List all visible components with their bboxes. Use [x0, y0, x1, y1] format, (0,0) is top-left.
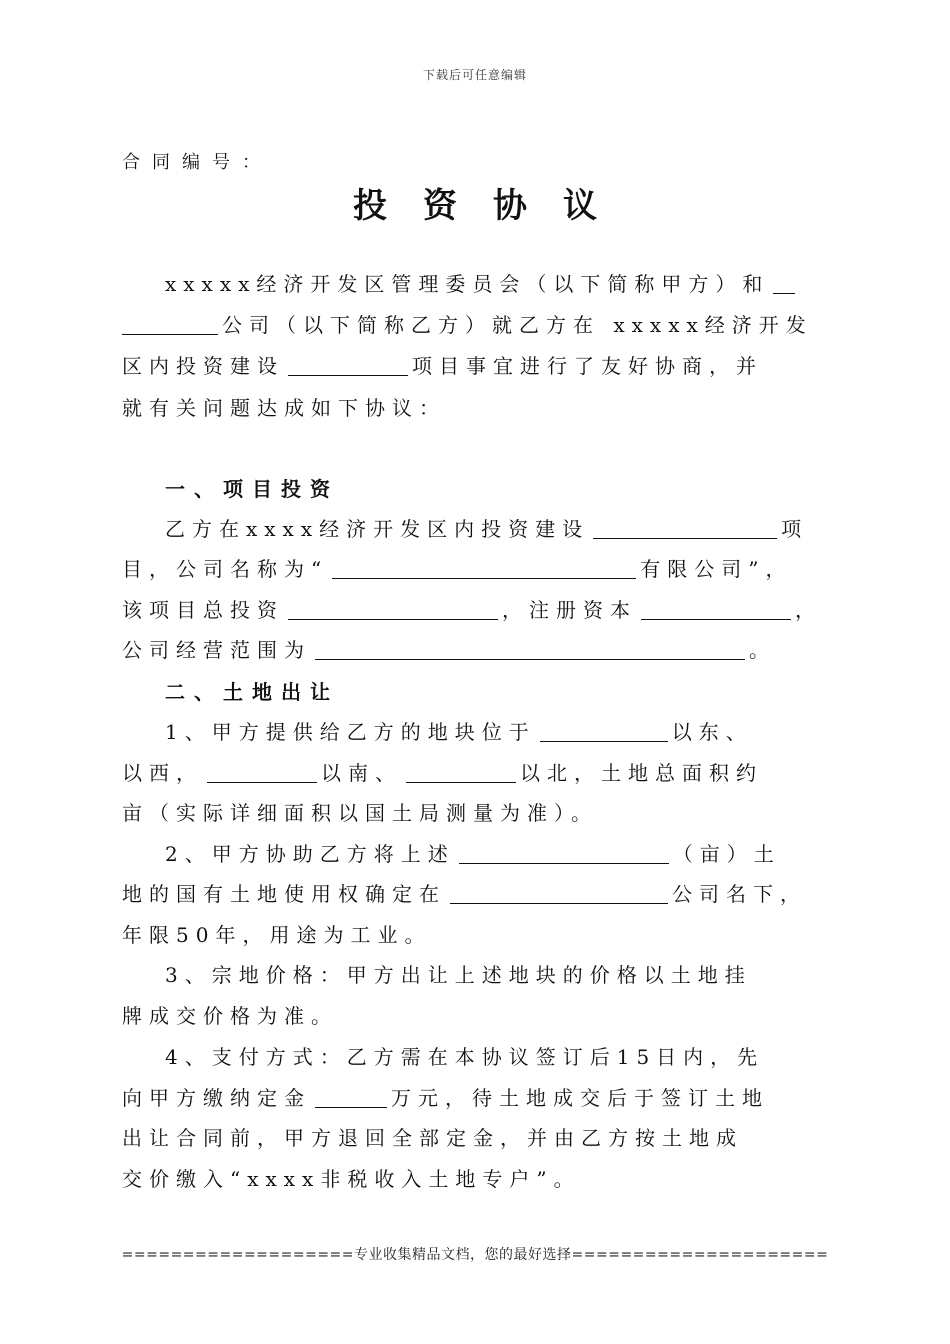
land-area-blank — [459, 843, 669, 864]
business-scope-blank — [315, 639, 745, 660]
sec2-p3-line-1: 3、宗地价格：甲方出让上述地块的价格以土地挂 — [165, 963, 752, 987]
sec1-line-4: 公司经营范围为 。 — [122, 638, 776, 662]
south-boundary-blank — [207, 762, 317, 783]
registered-capital-blank — [641, 599, 791, 620]
total-investment-blank — [288, 599, 498, 620]
contract-number-label: 合同编号： — [122, 152, 272, 173]
intro-line-3: 区内投资建设 项目事宜进行了友好协商，并 — [122, 354, 763, 378]
east-boundary-blank — [540, 721, 668, 742]
sec1-line-3: 该项目总投资 ，注册资本 ， — [122, 598, 822, 622]
company-full-name-blank — [332, 558, 636, 579]
company-name-blank — [122, 314, 218, 335]
intro-line-1: xxxxx经济开发区管理委员会（以下简称甲方）和 — [165, 268, 799, 297]
section-2-heading: 二、土地出让 — [165, 680, 339, 704]
north-boundary-blank — [406, 762, 516, 783]
section-1-heading: 一、项目投资 — [165, 477, 339, 501]
sec2-p2-line-3: 年限50年，用途为工业。 — [122, 923, 432, 947]
header-note: 下载后可任意编辑 — [422, 68, 527, 82]
sec1-line-2: 目，公司名称为“ 有限公司”， — [122, 557, 793, 581]
sec2-p1-line-3: 亩（实际详细面积以国土局测量为准）。 — [122, 801, 598, 825]
sec2-p2-line-2: 地的国有土地使用权确定在 公司名下， — [122, 882, 807, 906]
sec1-line-1: 乙方在xxxx经济开发区内投资建设 项 — [165, 517, 809, 541]
project-blank — [593, 518, 777, 539]
land-company-blank — [450, 883, 668, 904]
intro-line-2: 公司（以下简称乙方）就乙方在 xxxxx经济开发 — [122, 309, 813, 338]
document-title: 投资协议 — [353, 186, 633, 226]
party-a-blank — [773, 273, 795, 294]
project-name-blank — [288, 355, 408, 376]
sec2-p4-line-1: 4、支付方式：乙方需在本协议签订后15日内，先 — [165, 1045, 765, 1069]
sec2-p4-line-2: 向甲方缴纳定金 万元，待土地成交后于签订土地 — [122, 1086, 769, 1110]
sec2-p3-line-2: 牌成交价格为准。 — [122, 1004, 338, 1028]
footer-banner: ===================专业收集精品文档，您的最好选择===================== — [121, 1247, 829, 1263]
intro-line-4: 就有关问题达成如下协议： — [122, 396, 446, 420]
sec2-p2-line-1: 2、甲方协助乙方将上述 （亩）土 — [165, 842, 781, 866]
sec2-p4-line-3: 出让合同前，甲方退回全部定金，并由乙方按土地成 — [122, 1126, 743, 1150]
sec2-p1-line-1: 1、甲方提供给乙方的地块位于 以东、 — [165, 720, 753, 744]
deposit-amount-blank — [315, 1087, 387, 1108]
sec2-p1-line-2: 以西， 以南、 以北，土地总面积约 — [122, 761, 763, 785]
sec2-p4-line-4: 交价缴入“xxxx非税收入土地专户”。 — [122, 1167, 581, 1191]
